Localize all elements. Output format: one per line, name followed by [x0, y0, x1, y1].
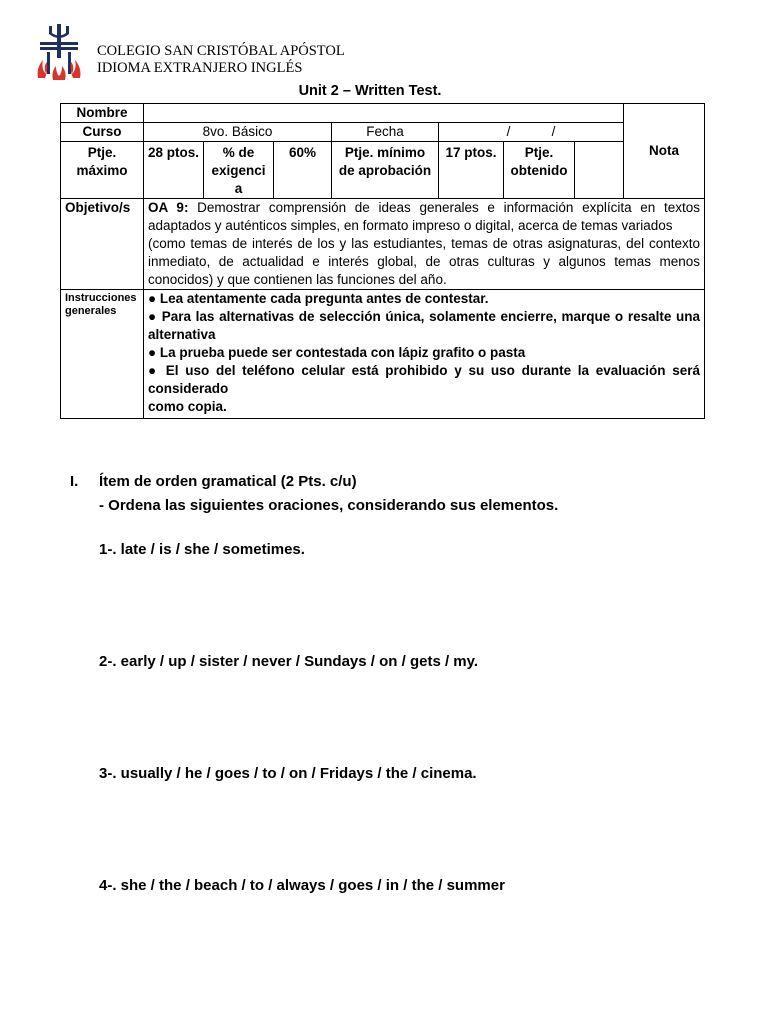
instruccion-item: como copia.: [148, 399, 227, 414]
ptje-max-label: Ptje. máximo: [61, 142, 144, 199]
school-name: COLEGIO SAN CRISTÓBAL APÓSTOL: [97, 43, 345, 59]
instrucciones-row: [61, 290, 705, 419]
objetivo-label: Objetivo/s: [61, 199, 144, 290]
question-4: 4-. she / the / beach / to / always / goes / in / the / summer: [99, 877, 505, 894]
instrucciones-label: Instrucciones generales: [61, 290, 144, 419]
exigencia-label: % de exigenci a: [204, 142, 274, 199]
nombre-field: [144, 104, 624, 123]
subject-name: IDIOMA EXTRANJERO INGLÉS: [97, 60, 303, 76]
curso-row: [61, 123, 705, 142]
ptje-min-label: Ptje. mínimo de aprobación: [332, 142, 439, 199]
nombre-label: Nombre: [61, 104, 144, 123]
ptje-obtenido-field: [575, 142, 624, 199]
school-header: [97, 43, 345, 77]
puntaje-row: [61, 142, 705, 199]
nombre-row: [61, 104, 705, 123]
ptje-min-value: 17 ptos.: [439, 142, 504, 199]
instruccion-item: ● Para las alternativas de selección única, solamente encierre, marque o resalte una alternativa: [148, 309, 701, 342]
objetivo-row: [61, 199, 705, 290]
fecha-label: Fecha: [332, 123, 439, 142]
instrucciones-cell: [144, 290, 705, 419]
ptje-max-value: 28 ptos.: [144, 142, 204, 199]
fecha-value: / /: [439, 123, 624, 142]
objetivo-text: Demostrar comprensión de ideas generales e información explícita en textos adaptados y auténticos simples, en formato impreso o digital, acerca de temas variados: [148, 200, 700, 233]
exigencia-value: 60%: [274, 142, 332, 199]
section-heading: Ítem de orden gramatical (2 Pts. c/u): [99, 473, 357, 490]
section-number: I.: [70, 473, 79, 490]
objetivo-text-cont: (como temas de interés de los y las estudiantes, temas de otras asignaturas, del contexto inmediato, de actualidad e interés global, de otras culturas y algunos temas menos conocidos) y que contienen las funciones del año.: [148, 236, 701, 287]
instruccion-item: ● La prueba puede ser contestada con lápiz grafito o pasta: [148, 345, 526, 360]
nota-label: Nota: [624, 104, 705, 199]
instruccion-item: ● El uso del teléfono celular está prohibido y su uso durante la evaluación será considerado: [148, 363, 701, 396]
curso-label: Curso: [61, 123, 144, 142]
test-title: Unit 2 – Written Test.: [298, 83, 442, 99]
curso-value: 8vo. Básico: [144, 123, 332, 142]
ptje-obtenido-label: Ptje. obtenido: [504, 142, 575, 199]
question-3: 3-. usually / he / goes / to / on / Fridays / the / cinema.: [99, 765, 477, 782]
section-instruction: - Ordena las siguientes oraciones, considerando sus elementos.: [99, 497, 559, 514]
question-1: 1-. late / is / she / sometimes.: [99, 541, 305, 558]
school-logo: [34, 22, 84, 82]
question-2: 2-. early / up / sister / never / Sundays / on / gets / my.: [99, 653, 479, 670]
objetivo-code: OA 9:: [148, 200, 189, 215]
test-info-table: [60, 103, 705, 419]
objetivo-cell: [144, 199, 705, 290]
instruccion-item: ● Lea atentamente cada pregunta antes de contestar.: [148, 291, 489, 306]
